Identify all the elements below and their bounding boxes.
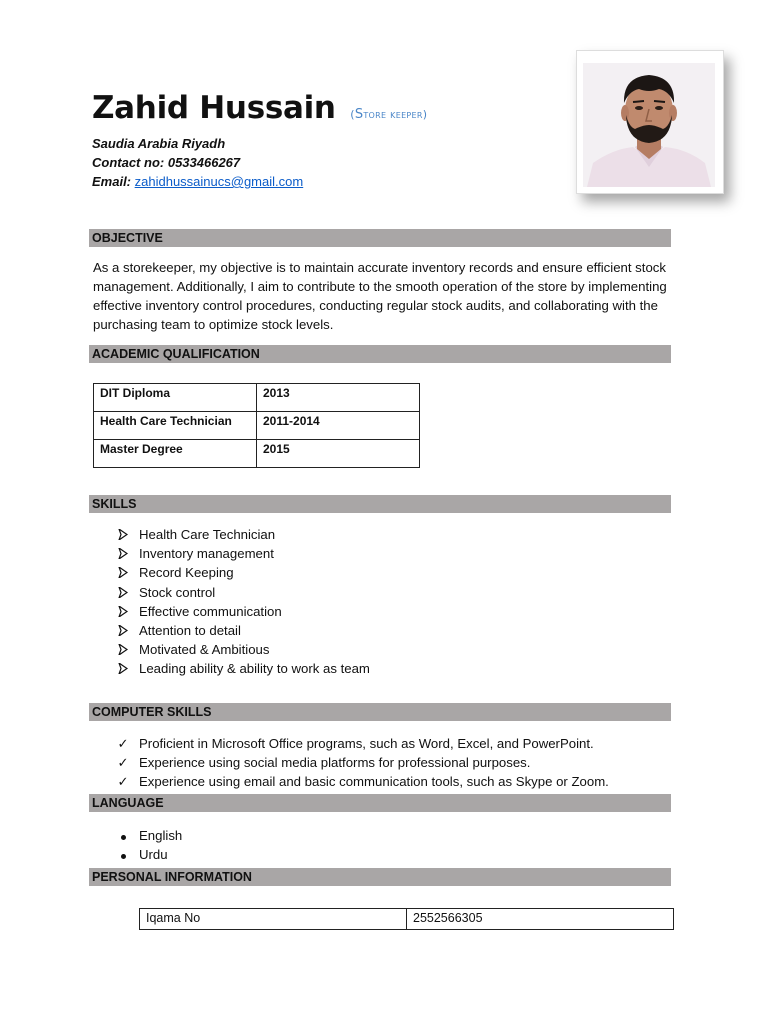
list-item: Leading ability & ability to work as team (115, 659, 370, 678)
year-cell: 2015 (257, 440, 420, 468)
list-item: Record Keeping (115, 563, 370, 582)
arrow-bullet-icon (115, 583, 131, 603)
objective-text: As a storekeeper, my objective is to maintain accurate inventory records and ensure efficient stock management. Additionally, I aim to contribute to the smooth operation of the store by implementing effective inventory control procedures, conducting regular stock audits, and collaborating with the purchasing team to optimize stock levels. (93, 260, 667, 332)
iqama-label-cell: Iqama No (140, 909, 407, 930)
list-item: Effective communication (115, 602, 370, 621)
arrow-bullet-icon (115, 602, 131, 622)
skills-list (115, 525, 370, 679)
list-item: ✓ Proficient in Microsoft Office programs, such as Word, Excel, and PowerPoint. (115, 734, 609, 753)
checkmark-icon: ✓ (117, 774, 129, 790)
location: Saudia Arabia Riyadh (92, 136, 226, 151)
section-skills: SKILLS (89, 495, 671, 513)
list-item: Attention to detail (115, 621, 370, 640)
table-row (94, 412, 420, 440)
academic-table (93, 383, 420, 468)
checkmark-icon: ✓ (117, 755, 129, 771)
candidate-name (92, 90, 427, 126)
arrow-bullet-icon (115, 659, 131, 679)
computer-skills-list (115, 734, 609, 792)
list-item: Motivated & Ambitious (115, 640, 370, 659)
candidate-name-text: Zahid Hussain (92, 90, 336, 126)
personal-info-table (139, 908, 674, 930)
profile-photo-image (583, 63, 715, 187)
arrow-bullet-icon (115, 640, 131, 660)
list-item: Inventory management (115, 544, 370, 563)
list-item: Stock control (115, 583, 370, 602)
iqama-value-cell: 2552566305 (407, 909, 674, 930)
profile-photo (583, 63, 715, 187)
section-academic-qualification: ACADEMIC QUALIFICATION (89, 345, 671, 363)
email-line: Email: zahidhussainucs@gmail.com (92, 174, 304, 189)
qualification-cell: DIT Diploma (94, 384, 257, 412)
year-cell: 2013 (257, 384, 420, 412)
profile-photo-frame (576, 50, 724, 194)
qualification-cell: Master Degree (94, 440, 257, 468)
table-row (140, 909, 674, 930)
arrow-bullet-icon (115, 563, 131, 583)
section-personal-information: PERSONAL INFORMATION (89, 868, 671, 886)
list-item: Health Care Technician (115, 525, 370, 544)
list-item: ✓ Experience using social media platforms for professional purposes. (115, 753, 609, 772)
email-link[interactable]: zahidhussainucs@gmail.com (134, 174, 304, 189)
checkmark-icon: ✓ (117, 736, 129, 751)
section-computer-skills: COMPUTER SKILLS (89, 703, 671, 721)
qualification-cell: Health Care Technician (94, 412, 257, 440)
table-row (94, 440, 420, 468)
section-language: LANGUAGE (89, 794, 671, 812)
dot-bullet-icon (115, 826, 131, 845)
year-cell: 2011-2014 (257, 412, 420, 440)
list-item: Urdu (115, 845, 182, 864)
table-row (94, 384, 420, 412)
list-item: ✓ Experience using email and basic communication tools, such as Skype or Zoom. (115, 772, 609, 791)
list-item: English (115, 826, 182, 845)
section-objective: OBJECTIVE (89, 229, 671, 247)
arrow-bullet-icon (115, 525, 131, 545)
arrow-bullet-icon (115, 544, 131, 564)
job-title: (Store keeper) (350, 107, 428, 122)
dot-bullet-icon (115, 845, 131, 864)
arrow-bullet-icon (115, 621, 131, 641)
language-list (115, 826, 182, 864)
contact-number: Contact no: 0533466267 (92, 155, 241, 170)
